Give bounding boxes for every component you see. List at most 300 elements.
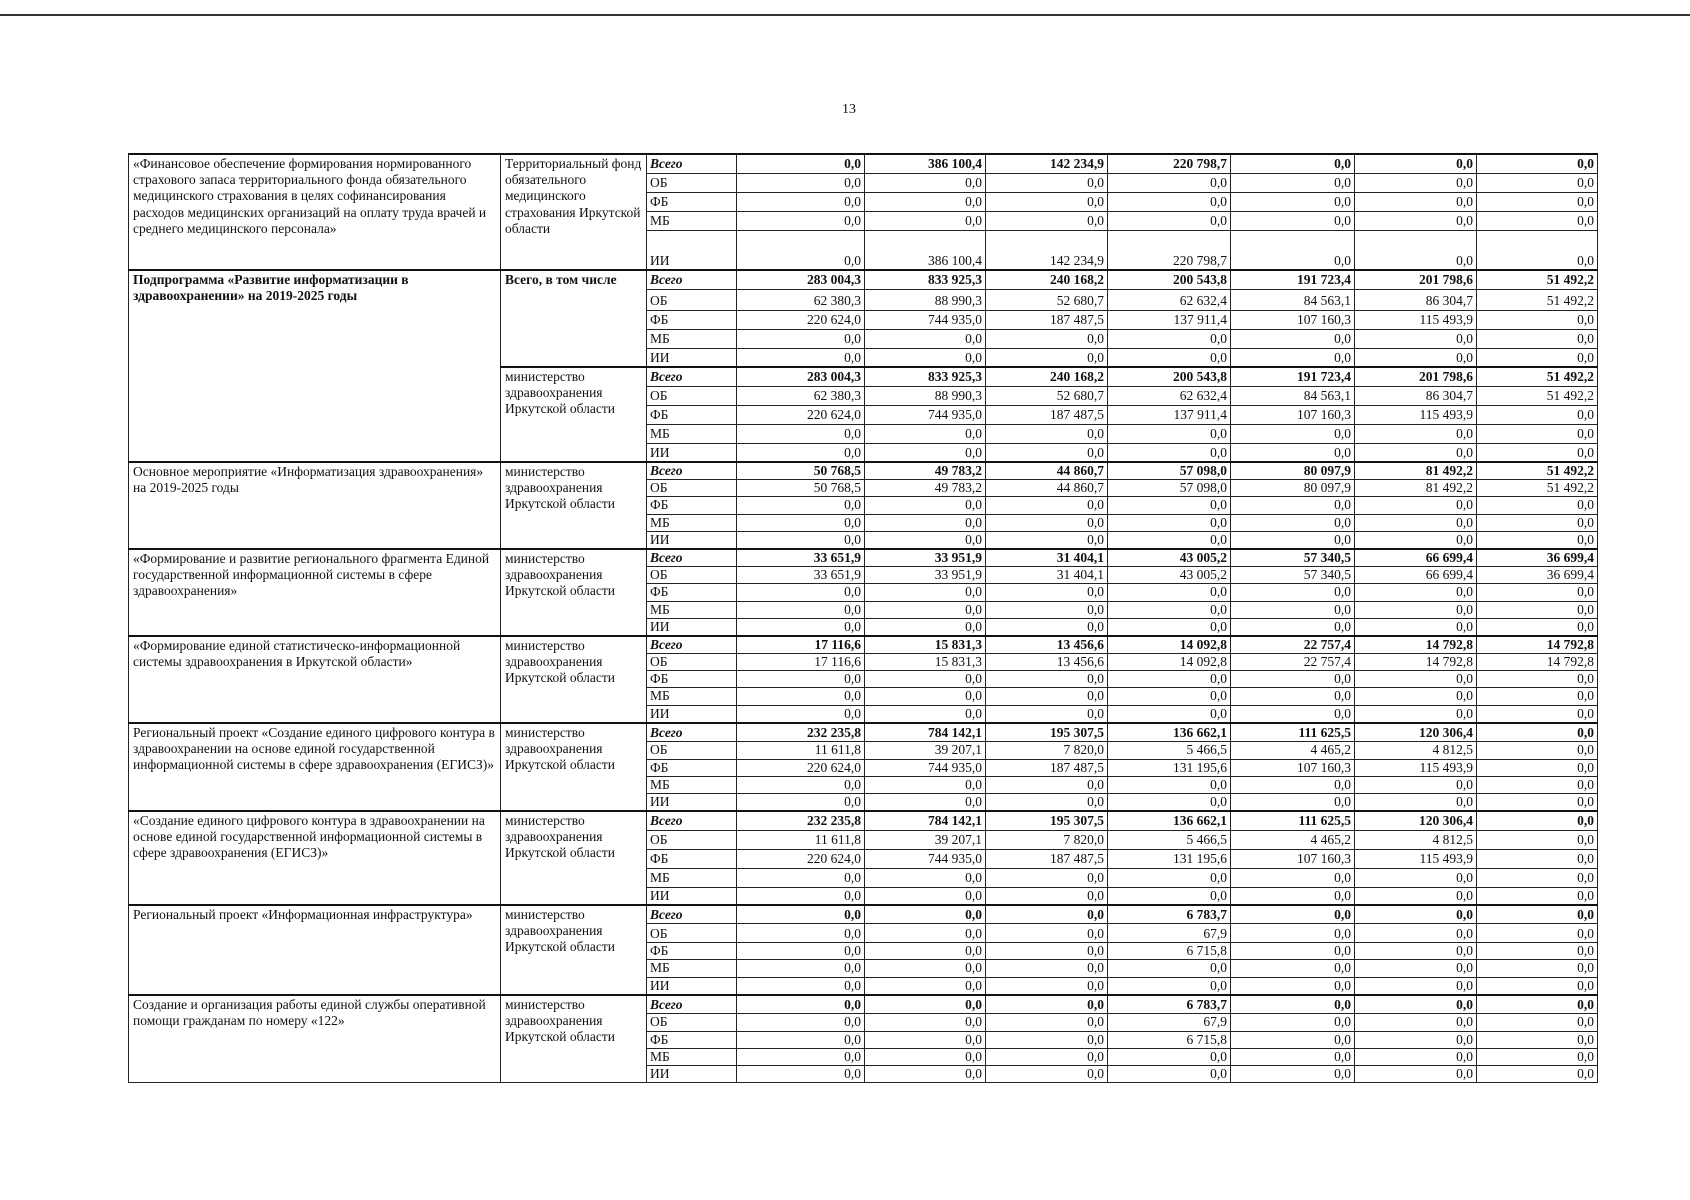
amount-cell: 0,0 bbox=[865, 424, 986, 443]
amount-cell: 0,0 bbox=[1355, 924, 1477, 943]
amount-cell: 0,0 bbox=[1355, 192, 1477, 211]
amount-cell: 0,0 bbox=[737, 601, 865, 618]
amount-cell: 0,0 bbox=[1477, 1014, 1598, 1031]
amount-cell: 0,0 bbox=[1477, 1048, 1598, 1065]
amount-cell: 0,0 bbox=[1231, 887, 1355, 905]
amount-cell: 33 651,9 bbox=[737, 567, 865, 584]
funding-source: МБ bbox=[647, 1048, 737, 1065]
amount-cell: 232 235,8 bbox=[737, 811, 865, 830]
amount-cell: 14 092,8 bbox=[1108, 654, 1231, 671]
amount-cell: 14 792,8 bbox=[1355, 654, 1477, 671]
funding-source: ФБ bbox=[647, 943, 737, 960]
amount-cell: 0,0 bbox=[737, 348, 865, 367]
funding-source: ИИ bbox=[647, 793, 737, 811]
amount-cell: 0,0 bbox=[1231, 584, 1355, 601]
amount-cell: 39 207,1 bbox=[865, 742, 986, 759]
amount-cell: 0,0 bbox=[865, 1048, 986, 1065]
amount-cell: 81 492,2 bbox=[1355, 462, 1477, 480]
amount-cell: 0,0 bbox=[865, 618, 986, 636]
amount-cell: 0,0 bbox=[1108, 424, 1231, 443]
amount-cell: 0,0 bbox=[1477, 776, 1598, 793]
funding-source: Всего bbox=[647, 636, 737, 654]
funding-source: ФБ bbox=[647, 1031, 737, 1048]
amount-cell: 0,0 bbox=[1108, 671, 1231, 688]
amount-cell: 17 116,6 bbox=[737, 636, 865, 654]
amount-cell: 0,0 bbox=[737, 905, 865, 924]
amount-cell: 0,0 bbox=[1231, 154, 1355, 173]
program-name: Региональный проект «Информационная инфраструктура» bbox=[129, 905, 501, 995]
table-row bbox=[129, 462, 1598, 480]
amount-cell: 0,0 bbox=[865, 793, 986, 811]
amount-cell: 784 142,1 bbox=[865, 811, 986, 830]
amount-cell: 0,0 bbox=[1231, 995, 1355, 1014]
amount-cell: 220 624,0 bbox=[737, 405, 865, 424]
amount-cell: 0,0 bbox=[1477, 310, 1598, 329]
funding-source: ИИ bbox=[647, 618, 737, 636]
executor-name: министерство здравоохранения Иркутской области bbox=[501, 462, 647, 549]
amount-cell: 0,0 bbox=[865, 960, 986, 977]
amount-cell: 142 234,9 bbox=[986, 154, 1108, 173]
amount-cell: 0,0 bbox=[737, 497, 865, 514]
amount-cell: 0,0 bbox=[865, 1065, 986, 1082]
amount-cell: 0,0 bbox=[1355, 497, 1477, 514]
amount-cell: 0,0 bbox=[1477, 348, 1598, 367]
amount-cell: 0,0 bbox=[737, 1065, 865, 1082]
amount-cell: 220 624,0 bbox=[737, 310, 865, 329]
amount-cell: 0,0 bbox=[1355, 995, 1477, 1014]
amount-cell: 0,0 bbox=[865, 977, 986, 995]
program-name: Создание и организация работы единой службы оперативной помощи гражданам по номеру «122» bbox=[129, 995, 501, 1083]
amount-cell: 0,0 bbox=[1108, 329, 1231, 348]
amount-cell: 0,0 bbox=[737, 776, 865, 793]
amount-cell: 0,0 bbox=[737, 1048, 865, 1065]
program-name: «Формирование и развитие регионального фрагмента Единой государственной информационной системы в сфере здравоохранения» bbox=[129, 549, 501, 636]
amount-cell: 0,0 bbox=[1355, 531, 1477, 549]
funding-source: Всего bbox=[647, 462, 737, 480]
amount-cell: 0,0 bbox=[865, 192, 986, 211]
executor-name: министерство здравоохранения Иркутской области bbox=[501, 367, 647, 462]
amount-cell: 0,0 bbox=[1108, 776, 1231, 793]
amount-cell: 744 935,0 bbox=[865, 310, 986, 329]
amount-cell: 0,0 bbox=[986, 1031, 1108, 1048]
executor-name: министерство здравоохранения Иркутской области bbox=[501, 549, 647, 636]
amount-cell: 0,0 bbox=[1108, 211, 1231, 230]
amount-cell: 232 235,8 bbox=[737, 723, 865, 742]
amount-cell: 115 493,9 bbox=[1355, 849, 1477, 868]
amount-cell: 0,0 bbox=[1355, 960, 1477, 977]
amount-cell: 0,0 bbox=[1108, 977, 1231, 995]
amount-cell: 0,0 bbox=[1355, 348, 1477, 367]
amount-cell: 31 404,1 bbox=[986, 567, 1108, 584]
amount-cell: 0,0 bbox=[1231, 1031, 1355, 1048]
amount-cell: 0,0 bbox=[1355, 905, 1477, 924]
table-row bbox=[129, 723, 1598, 742]
amount-cell: 201 798,6 bbox=[1355, 270, 1477, 289]
amount-cell: 0,0 bbox=[1231, 531, 1355, 549]
amount-cell: 131 195,6 bbox=[1108, 759, 1231, 776]
amount-cell: 13 456,6 bbox=[986, 636, 1108, 654]
amount-cell: 0,0 bbox=[986, 211, 1108, 230]
funding-source: ИИ bbox=[647, 348, 737, 367]
funding-source: ФБ bbox=[647, 310, 737, 329]
amount-cell: 784 142,1 bbox=[865, 723, 986, 742]
amount-cell: 84 563,1 bbox=[1231, 289, 1355, 310]
amount-cell: 0,0 bbox=[986, 601, 1108, 618]
amount-cell: 0,0 bbox=[986, 905, 1108, 924]
amount-cell: 17 116,6 bbox=[737, 654, 865, 671]
amount-cell: 84 563,1 bbox=[1231, 386, 1355, 405]
amount-cell: 201 798,6 bbox=[1355, 367, 1477, 386]
amount-cell: 0,0 bbox=[1108, 514, 1231, 531]
amount-cell: 111 625,5 bbox=[1231, 811, 1355, 830]
funding-source: ФБ bbox=[647, 192, 737, 211]
amount-cell: 44 860,7 bbox=[986, 480, 1108, 497]
amount-cell: 88 990,3 bbox=[865, 386, 986, 405]
amount-cell: 0,0 bbox=[986, 977, 1108, 995]
funding-source: Всего bbox=[647, 723, 737, 742]
amount-cell: 191 723,4 bbox=[1231, 270, 1355, 289]
amount-cell: 833 925,3 bbox=[865, 270, 986, 289]
amount-cell: 57 098,0 bbox=[1108, 480, 1231, 497]
funding-source: Всего bbox=[647, 154, 737, 173]
funding-source: МБ bbox=[647, 514, 737, 531]
amount-cell: 0,0 bbox=[986, 329, 1108, 348]
amount-cell: 52 680,7 bbox=[986, 386, 1108, 405]
amount-cell: 62 380,3 bbox=[737, 289, 865, 310]
amount-cell: 187 487,5 bbox=[986, 310, 1108, 329]
amount-cell: 0,0 bbox=[1477, 405, 1598, 424]
amount-cell: 22 757,4 bbox=[1231, 654, 1355, 671]
amount-cell: 0,0 bbox=[1477, 329, 1598, 348]
amount-cell: 0,0 bbox=[737, 531, 865, 549]
executor-name: Всего, в том числе bbox=[501, 270, 647, 367]
amount-cell: 283 004,3 bbox=[737, 367, 865, 386]
amount-cell: 0,0 bbox=[865, 1014, 986, 1031]
executor-name: министерство здравоохранения Иркутской области bbox=[501, 811, 647, 905]
amount-cell: 0,0 bbox=[865, 443, 986, 462]
amount-cell: 80 097,9 bbox=[1231, 462, 1355, 480]
amount-cell: 0,0 bbox=[865, 688, 986, 705]
funding-source: Всего bbox=[647, 549, 737, 567]
amount-cell: 0,0 bbox=[1355, 1048, 1477, 1065]
amount-cell: 107 160,3 bbox=[1231, 405, 1355, 424]
table-row bbox=[129, 154, 1598, 173]
amount-cell: 107 160,3 bbox=[1231, 310, 1355, 329]
amount-cell: 67,9 bbox=[1108, 924, 1231, 943]
amount-cell: 111 625,5 bbox=[1231, 723, 1355, 742]
amount-cell: 131 195,6 bbox=[1108, 849, 1231, 868]
amount-cell: 0,0 bbox=[865, 584, 986, 601]
amount-cell: 44 860,7 bbox=[986, 462, 1108, 480]
amount-cell: 0,0 bbox=[1477, 793, 1598, 811]
amount-cell: 0,0 bbox=[737, 924, 865, 943]
table-body bbox=[129, 154, 1598, 1083]
funding-source: ОБ bbox=[647, 742, 737, 759]
amount-cell: 0,0 bbox=[865, 995, 986, 1014]
amount-cell: 220 798,7 bbox=[1108, 154, 1231, 173]
funding-source: ОБ bbox=[647, 480, 737, 497]
table-row bbox=[129, 905, 1598, 924]
amount-cell: 0,0 bbox=[1355, 514, 1477, 531]
amount-cell: 0,0 bbox=[1477, 924, 1598, 943]
amount-cell: 0,0 bbox=[865, 348, 986, 367]
amount-cell: 0,0 bbox=[737, 154, 865, 173]
funding-source: ИИ bbox=[647, 887, 737, 905]
amount-cell: 220 624,0 bbox=[737, 849, 865, 868]
amount-cell: 88 990,3 bbox=[865, 289, 986, 310]
amount-cell: 51 492,2 bbox=[1477, 480, 1598, 497]
amount-cell: 115 493,9 bbox=[1355, 405, 1477, 424]
amount-cell: 62 380,3 bbox=[737, 386, 865, 405]
funding-source: МБ bbox=[647, 868, 737, 887]
amount-cell: 39 207,1 bbox=[865, 830, 986, 849]
amount-cell: 0,0 bbox=[986, 584, 1108, 601]
funding-source: ФБ bbox=[647, 405, 737, 424]
amount-cell: 0,0 bbox=[865, 905, 986, 924]
amount-cell: 49 783,2 bbox=[865, 462, 986, 480]
amount-cell: 195 307,5 bbox=[986, 723, 1108, 742]
program-name: «Финансовое обеспечение формирования нормированного страхового запаса территориального фонда обязательного медицинского страхования в целях софинансирования расходов медицинских организаций на оплату труда врачей и среднего медицинского персонала» bbox=[129, 154, 501, 270]
amount-cell: 187 487,5 bbox=[986, 849, 1108, 868]
amount-cell: 51 492,2 bbox=[1477, 367, 1598, 386]
amount-cell: 0,0 bbox=[865, 531, 986, 549]
amount-cell: 0,0 bbox=[986, 173, 1108, 192]
table-row bbox=[129, 811, 1598, 830]
amount-cell: 0,0 bbox=[1477, 618, 1598, 636]
amount-cell: 0,0 bbox=[986, 424, 1108, 443]
budget-table bbox=[128, 153, 1598, 1083]
program-name: Подпрограмма «Развитие информатизации в здравоохранении» на 2019-2025 годы bbox=[129, 270, 501, 462]
funding-source: ФБ bbox=[647, 497, 737, 514]
amount-cell: 0,0 bbox=[865, 173, 986, 192]
amount-cell: 0,0 bbox=[1108, 584, 1231, 601]
amount-cell: 0,0 bbox=[737, 887, 865, 905]
amount-cell: 120 306,4 bbox=[1355, 811, 1477, 830]
amount-cell: 0,0 bbox=[1108, 601, 1231, 618]
funding-source: МБ bbox=[647, 211, 737, 230]
amount-cell: 0,0 bbox=[1477, 531, 1598, 549]
amount-cell: 7 820,0 bbox=[986, 742, 1108, 759]
amount-cell: 0,0 bbox=[1355, 671, 1477, 688]
amount-cell: 0,0 bbox=[1477, 1031, 1598, 1048]
amount-cell: 0,0 bbox=[865, 887, 986, 905]
amount-cell: 14 092,8 bbox=[1108, 636, 1231, 654]
funding-source: ИИ bbox=[647, 230, 737, 270]
amount-cell: 0,0 bbox=[1231, 1048, 1355, 1065]
amount-cell: 283 004,3 bbox=[737, 270, 865, 289]
amount-cell: 0,0 bbox=[1231, 793, 1355, 811]
table-row bbox=[129, 995, 1598, 1014]
amount-cell: 0,0 bbox=[865, 924, 986, 943]
amount-cell: 0,0 bbox=[986, 705, 1108, 723]
amount-cell: 0,0 bbox=[737, 584, 865, 601]
funding-source: Всего bbox=[647, 367, 737, 386]
program-name: Региональный проект «Создание единого цифрового контура в здравоохранении на основе единой государственной информационной системы в сфере здравоохранения (ЕГИСЗ)» bbox=[129, 723, 501, 811]
amount-cell: 0,0 bbox=[865, 776, 986, 793]
amount-cell: 67,9 bbox=[1108, 1014, 1231, 1031]
amount-cell: 43 005,2 bbox=[1108, 549, 1231, 567]
amount-cell: 0,0 bbox=[1477, 173, 1598, 192]
amount-cell: 0,0 bbox=[1231, 230, 1355, 270]
amount-cell: 13 456,6 bbox=[986, 654, 1108, 671]
amount-cell: 0,0 bbox=[986, 688, 1108, 705]
amount-cell: 0,0 bbox=[986, 348, 1108, 367]
amount-cell: 0,0 bbox=[1231, 211, 1355, 230]
amount-cell: 51 492,2 bbox=[1477, 270, 1598, 289]
amount-cell: 136 662,1 bbox=[1108, 811, 1231, 830]
amount-cell: 0,0 bbox=[986, 443, 1108, 462]
amount-cell: 0,0 bbox=[1355, 154, 1477, 173]
amount-cell: 0,0 bbox=[865, 943, 986, 960]
amount-cell: 15 831,3 bbox=[865, 654, 986, 671]
amount-cell: 0,0 bbox=[1231, 618, 1355, 636]
amount-cell: 0,0 bbox=[1108, 173, 1231, 192]
funding-source: ОБ bbox=[647, 289, 737, 310]
amount-cell: 0,0 bbox=[1355, 230, 1477, 270]
funding-source: Всего bbox=[647, 270, 737, 289]
funding-source: ФБ bbox=[647, 584, 737, 601]
amount-cell: 0,0 bbox=[986, 793, 1108, 811]
amount-cell: 107 160,3 bbox=[1231, 759, 1355, 776]
amount-cell: 52 680,7 bbox=[986, 289, 1108, 310]
amount-cell: 0,0 bbox=[986, 1048, 1108, 1065]
amount-cell: 220 624,0 bbox=[737, 759, 865, 776]
amount-cell: 0,0 bbox=[986, 960, 1108, 977]
amount-cell: 0,0 bbox=[1477, 977, 1598, 995]
amount-cell: 0,0 bbox=[986, 868, 1108, 887]
amount-cell: 51 492,2 bbox=[1477, 386, 1598, 405]
amount-cell: 0,0 bbox=[1355, 776, 1477, 793]
amount-cell: 57 340,5 bbox=[1231, 567, 1355, 584]
amount-cell: 0,0 bbox=[986, 995, 1108, 1014]
amount-cell: 0,0 bbox=[737, 868, 865, 887]
amount-cell: 0,0 bbox=[865, 705, 986, 723]
program-name: «Создание единого цифрового контура в здравоохранении на основе единой государственной информационной системы в сфере здравоохранения (ЕГИСЗ)» bbox=[129, 811, 501, 905]
amount-cell: 62 632,4 bbox=[1108, 289, 1231, 310]
amount-cell: 0,0 bbox=[1477, 811, 1598, 830]
amount-cell: 51 492,2 bbox=[1477, 462, 1598, 480]
amount-cell: 0,0 bbox=[1355, 977, 1477, 995]
amount-cell: 0,0 bbox=[865, 329, 986, 348]
amount-cell: 0,0 bbox=[737, 443, 865, 462]
amount-cell: 4 812,5 bbox=[1355, 830, 1477, 849]
amount-cell: 0,0 bbox=[1231, 497, 1355, 514]
amount-cell: 6 715,8 bbox=[1108, 1031, 1231, 1048]
amount-cell: 43 005,2 bbox=[1108, 567, 1231, 584]
amount-cell: 744 935,0 bbox=[865, 405, 986, 424]
amount-cell: 0,0 bbox=[1477, 497, 1598, 514]
amount-cell: 0,0 bbox=[986, 1065, 1108, 1082]
amount-cell: 0,0 bbox=[1108, 868, 1231, 887]
funding-source: ИИ bbox=[647, 977, 737, 995]
funding-source: Всего bbox=[647, 811, 737, 830]
program-name: «Формирование единой статистическо-информационной системы здравоохранения в Иркутской области» bbox=[129, 636, 501, 723]
funding-source: ИИ bbox=[647, 705, 737, 723]
amount-cell: 0,0 bbox=[1231, 688, 1355, 705]
amount-cell: 0,0 bbox=[1477, 943, 1598, 960]
amount-cell: 0,0 bbox=[1231, 192, 1355, 211]
amount-cell: 0,0 bbox=[1355, 868, 1477, 887]
amount-cell: 0,0 bbox=[1477, 424, 1598, 443]
amount-cell: 0,0 bbox=[1477, 584, 1598, 601]
amount-cell: 0,0 bbox=[1231, 905, 1355, 924]
amount-cell: 0,0 bbox=[1231, 424, 1355, 443]
amount-cell: 0,0 bbox=[737, 995, 865, 1014]
amount-cell: 0,0 bbox=[1108, 887, 1231, 905]
amount-cell: 0,0 bbox=[737, 192, 865, 211]
amount-cell: 0,0 bbox=[1477, 211, 1598, 230]
amount-cell: 0,0 bbox=[986, 618, 1108, 636]
amount-cell: 14 792,8 bbox=[1477, 636, 1598, 654]
funding-source: МБ bbox=[647, 329, 737, 348]
amount-cell: 5 466,5 bbox=[1108, 742, 1231, 759]
amount-cell: 0,0 bbox=[1108, 960, 1231, 977]
amount-cell: 195 307,5 bbox=[986, 811, 1108, 830]
amount-cell: 0,0 bbox=[737, 514, 865, 531]
amount-cell: 0,0 bbox=[1231, 1065, 1355, 1082]
amount-cell: 136 662,1 bbox=[1108, 723, 1231, 742]
amount-cell: 7 820,0 bbox=[986, 830, 1108, 849]
amount-cell: 0,0 bbox=[1108, 688, 1231, 705]
executor-name: министерство здравоохранения Иркутской области bbox=[501, 905, 647, 995]
amount-cell: 6 715,8 bbox=[1108, 943, 1231, 960]
amount-cell: 33 951,9 bbox=[865, 549, 986, 567]
amount-cell: 0,0 bbox=[986, 776, 1108, 793]
amount-cell: 0,0 bbox=[1231, 601, 1355, 618]
amount-cell: 0,0 bbox=[865, 671, 986, 688]
page-top-rule bbox=[0, 0, 1690, 16]
amount-cell: 0,0 bbox=[1108, 793, 1231, 811]
amount-cell: 0,0 bbox=[1355, 329, 1477, 348]
amount-cell: 0,0 bbox=[986, 924, 1108, 943]
amount-cell: 0,0 bbox=[1231, 705, 1355, 723]
amount-cell: 0,0 bbox=[1477, 960, 1598, 977]
amount-cell: 0,0 bbox=[737, 1031, 865, 1048]
amount-cell: 0,0 bbox=[1477, 671, 1598, 688]
amount-cell: 0,0 bbox=[1355, 1065, 1477, 1082]
amount-cell: 0,0 bbox=[737, 424, 865, 443]
amount-cell: 0,0 bbox=[737, 793, 865, 811]
amount-cell: 0,0 bbox=[986, 943, 1108, 960]
amount-cell: 57 340,5 bbox=[1231, 549, 1355, 567]
amount-cell: 0,0 bbox=[1231, 924, 1355, 943]
amount-cell: 0,0 bbox=[1108, 531, 1231, 549]
amount-cell: 191 723,4 bbox=[1231, 367, 1355, 386]
amount-cell: 142 234,9 bbox=[986, 230, 1108, 270]
amount-cell: 0,0 bbox=[986, 514, 1108, 531]
amount-cell: 0,0 bbox=[1477, 154, 1598, 173]
amount-cell: 14 792,8 bbox=[1477, 654, 1598, 671]
amount-cell: 0,0 bbox=[986, 671, 1108, 688]
amount-cell: 0,0 bbox=[737, 977, 865, 995]
funding-source: МБ bbox=[647, 688, 737, 705]
funding-source: ФБ bbox=[647, 849, 737, 868]
amount-cell: 0,0 bbox=[1355, 688, 1477, 705]
amount-cell: 66 699,4 bbox=[1355, 549, 1477, 567]
amount-cell: 0,0 bbox=[865, 211, 986, 230]
amount-cell: 240 168,2 bbox=[986, 367, 1108, 386]
amount-cell: 0,0 bbox=[865, 514, 986, 531]
table-row bbox=[129, 636, 1598, 654]
amount-cell: 0,0 bbox=[1108, 618, 1231, 636]
amount-cell: 0,0 bbox=[1355, 793, 1477, 811]
executor-name: министерство здравоохранения Иркутской области bbox=[501, 995, 647, 1083]
amount-cell: 107 160,3 bbox=[1231, 849, 1355, 868]
amount-cell: 220 798,7 bbox=[1108, 230, 1231, 270]
amount-cell: 0,0 bbox=[1108, 497, 1231, 514]
amount-cell: 0,0 bbox=[1355, 887, 1477, 905]
funding-source: Всего bbox=[647, 905, 737, 924]
